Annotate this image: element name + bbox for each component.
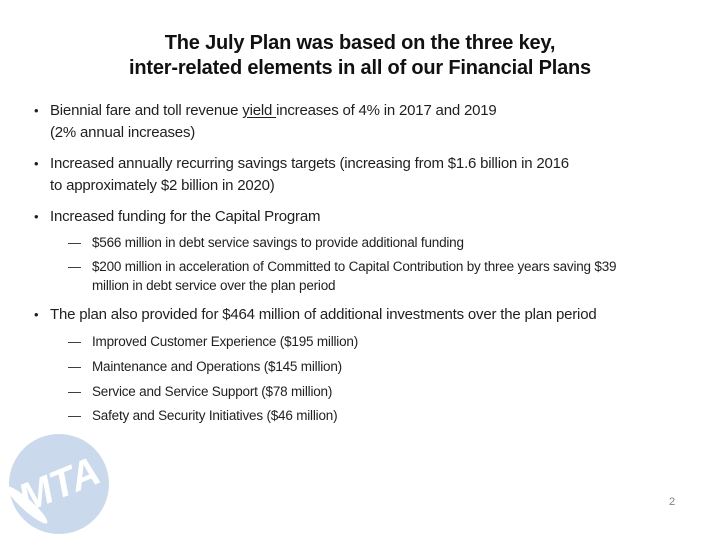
bullet-text-line: Increased funding for the Capital Program <box>50 208 321 225</box>
bullet-text-line: The plan also provided for $464 million of additional investments over the plan period <box>50 306 597 323</box>
sub-bullet-text-line: $566 million in debt service savings to provide additional funding <box>92 235 464 250</box>
sub-bullet-item-safety-security <box>68 406 337 425</box>
slide-title-line-1: The July Plan was based on the three key, <box>164 32 556 54</box>
slide-title <box>0 31 720 81</box>
dash-icon: — <box>68 334 81 349</box>
sub-bullet-text <box>92 406 337 425</box>
sub-bullet-text <box>92 357 342 376</box>
sub-bullet-text-line: Improved Customer Experience ($195 million) <box>92 334 359 349</box>
bullet-text <box>50 304 596 326</box>
dash-icon: — <box>68 384 81 399</box>
bullet-icon: • <box>34 103 39 118</box>
sub-bullet-text <box>92 257 616 295</box>
dash-icon: — <box>68 259 81 274</box>
bullet-text-underlined: yield <box>242 102 277 119</box>
bullet-item-fare-toll <box>34 100 497 144</box>
bullet-item-savings-targets <box>34 153 569 197</box>
sub-bullet-item-debt-service <box>68 233 464 252</box>
bullet-icon: • <box>34 209 39 224</box>
sub-bullet-text-line: $200 million in acceleration of Committed to Capital Contribution by three years saving $39 <box>92 259 617 274</box>
bullet-text <box>50 206 320 228</box>
mta-logo-text: MTA <box>12 448 107 521</box>
dash-icon: — <box>68 408 81 423</box>
sub-bullet-text-line: Safety and Security Initiatives ($46 million) <box>92 408 338 423</box>
bullet-icon: • <box>34 307 39 322</box>
bullet-text-line: (2% annual increases) <box>50 124 196 141</box>
bullet-item-additional-investments <box>34 304 596 326</box>
dash-icon: — <box>68 235 81 250</box>
bullet-text <box>50 153 569 197</box>
mta-logo <box>5 431 111 540</box>
bullet-text-line: Increased annually recurring savings targets (increasing from $1.6 billion in 2016 <box>50 155 569 172</box>
bullet-text-line: to approximately $2 billion in 2020) <box>50 177 275 194</box>
sub-bullet-item-service-support <box>68 382 332 401</box>
sub-bullet-text-line: Maintenance and Operations ($145 million) <box>92 359 342 374</box>
sub-bullet-text <box>92 332 358 351</box>
sub-bullet-item-customer-experience <box>68 332 358 351</box>
slide-title-line-2: inter-related elements in all of our Financial Plans <box>129 57 591 79</box>
sub-bullet-item-acceleration <box>68 257 616 295</box>
bullet-text <box>50 100 497 144</box>
sub-bullet-text <box>92 233 464 252</box>
sub-bullet-text-line: million in debt service over the plan period <box>92 278 336 293</box>
bullet-text-segment: increases of 4% in 2017 and 2019 <box>276 102 497 119</box>
page-number: 2 <box>669 496 676 508</box>
bullet-item-capital-program <box>34 206 320 228</box>
bullet-text-line <box>50 100 497 122</box>
sub-bullet-item-maintenance-operations <box>68 357 342 376</box>
sub-bullet-text-line: Service and Service Support ($78 million) <box>92 384 333 399</box>
mta-logo-icon <box>5 431 111 537</box>
bullet-icon: • <box>34 156 39 171</box>
sub-bullet-text <box>92 382 332 401</box>
bullet-text-segment: Biennial fare and toll revenue <box>50 102 243 119</box>
dash-icon: — <box>68 359 81 374</box>
